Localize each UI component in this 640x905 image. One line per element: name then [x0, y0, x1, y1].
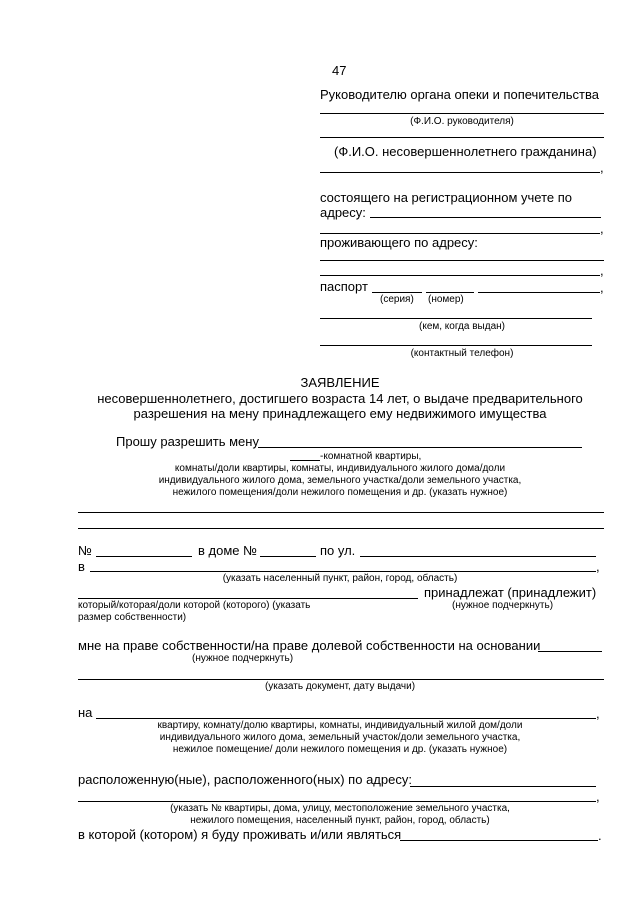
street-line[interactable]	[360, 556, 596, 557]
ownership-label: мне на праве собственности/на праве долевой собственности на основании	[78, 638, 541, 653]
title-line-1: несовершеннолетнего, достигшего возраста 14 лет, о выдаче предварительного	[97, 391, 583, 406]
minor-name-line[interactable]	[320, 172, 600, 173]
document-caption: (указать документ, дату выдачи)	[264, 681, 416, 692]
document-line[interactable]	[78, 679, 604, 680]
residing-address-line[interactable]	[320, 260, 604, 261]
located-address-line[interactable]	[410, 786, 596, 787]
comma: ,	[600, 280, 604, 295]
owner-hint-1: который/которая/доли которой (которого) (указать	[78, 600, 311, 611]
passport-series-line[interactable]	[372, 292, 422, 293]
house-label: в доме №	[198, 543, 258, 558]
number-label: №	[78, 543, 92, 558]
head-name-caption: (Ф.И.О. руководителя)	[410, 116, 514, 127]
underline-hint-2: (нужное подчеркнуть)	[192, 653, 294, 664]
head-name-line[interactable]	[320, 113, 604, 114]
addressee: Руководителю органа опеки и попечительства	[320, 87, 599, 102]
phone-line[interactable]	[320, 345, 592, 346]
minor-name-caption: (Ф.И.О. несовершеннолетнего гражданина)	[334, 144, 597, 159]
series-caption: (серия)	[380, 294, 414, 305]
comma: ,	[596, 789, 600, 804]
locality-caption: (указать населенный пункт, район, город, область)	[222, 573, 458, 584]
address-hint-2: нежилого помещения, населенный пункт, район, город, область)	[190, 815, 490, 826]
address-label: адресу:	[320, 205, 366, 220]
owner-line[interactable]	[78, 598, 418, 599]
page-number: 47	[332, 63, 347, 78]
request-line[interactable]	[258, 447, 582, 448]
rooms-suffix: -комнатной квартиры,	[320, 451, 422, 462]
street-label: по ул.	[320, 543, 356, 558]
belongs-label: принадлежат (принадлежит)	[424, 585, 597, 600]
live-in-line[interactable]	[400, 840, 598, 841]
registered-address-line-2[interactable]	[320, 233, 600, 234]
passport-number-line[interactable]	[426, 292, 474, 293]
exchange-hint-3: нежилое помещение/ доли нежилого помещения и др. (указать нужное)	[172, 744, 508, 755]
registered-label: состоящего на регистрационном учете по	[320, 190, 572, 205]
property-line-1[interactable]	[78, 512, 604, 513]
divider-line	[320, 137, 604, 138]
comma: ,	[600, 221, 604, 236]
property-line-2[interactable]	[78, 528, 604, 529]
property-hint-2: индивидуального жилого дома, земельного участка/доли земельного участка,	[158, 475, 522, 486]
in-label: в	[78, 559, 85, 574]
exchange-hint-1: квартиру, комнату/долю квартиры, комнаты, индивидуальный жилой дом/доли	[157, 720, 523, 731]
phone-caption: (контактный телефон)	[410, 348, 514, 359]
number-caption: (номер)	[428, 294, 464, 305]
registered-address-line[interactable]	[370, 217, 601, 218]
underline-hint: (нужное подчеркнуть)	[452, 600, 554, 611]
ownership-basis-line[interactable]	[538, 651, 602, 652]
period: .	[598, 828, 602, 843]
request-label: Прошу разрешить мену	[116, 434, 259, 449]
comma: ,	[600, 160, 604, 175]
live-in-label: в которой (котором) я буду проживать и/или являться	[78, 827, 402, 842]
issued-caption: (кем, когда выдан)	[419, 321, 505, 332]
residing-address-line-2[interactable]	[320, 275, 600, 276]
locality-line[interactable]	[90, 571, 596, 572]
issued-line[interactable]	[320, 318, 592, 319]
exchange-hint-2: индивидуального жилого дома, земельный участок/доли земельного участка,	[159, 732, 521, 743]
apartment-number-line[interactable]	[96, 556, 192, 557]
residing-label: проживающего по адресу:	[320, 235, 478, 250]
passport-extra-line[interactable]	[478, 292, 600, 293]
located-label: расположенную(ные), расположенного(ных) по адресу:	[78, 772, 412, 787]
exchange-object-line[interactable]	[96, 718, 596, 719]
owner-hint-2: размер собственности)	[78, 612, 187, 623]
property-hint-3: нежилого помещения/доли нежилого помещения и др. (указать нужное)	[172, 487, 508, 498]
document-title: ЗАЯВЛЕНИЕ	[300, 375, 380, 390]
property-hint-1: комнаты/доли квартиры, комнаты, индивидуального жилого дома/доли	[174, 463, 506, 474]
house-number-line[interactable]	[260, 556, 316, 557]
address-hint-1: (указать № квартиры, дома, улицу, местоположение земельного участка,	[170, 803, 510, 814]
comma: ,	[596, 559, 600, 574]
on-label: на	[78, 705, 93, 720]
passport-label: паспорт	[320, 279, 368, 294]
title-line-2: разрешения на мену принадлежащего ему недвижимого имущества	[133, 406, 547, 421]
comma: ,	[596, 706, 600, 721]
rooms-count-line[interactable]	[290, 460, 320, 461]
located-address-line-2[interactable]	[78, 801, 596, 802]
comma: ,	[600, 263, 604, 278]
